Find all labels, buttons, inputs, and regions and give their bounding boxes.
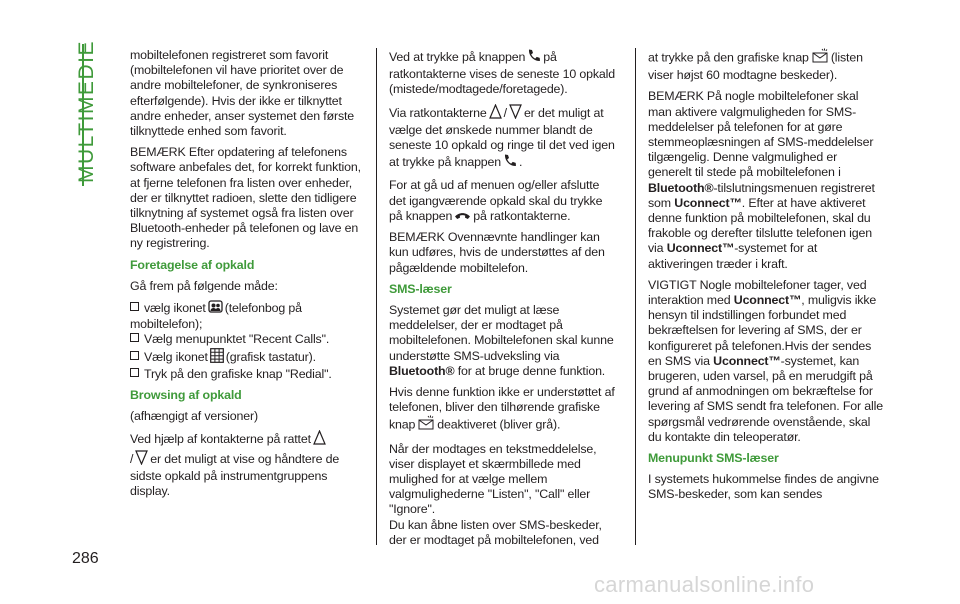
- section-heading: Foretagelse af opkald: [130, 257, 255, 272]
- section-heading: Browsing af opkald: [130, 388, 242, 403]
- paragraph: (afhængigt af versioner): [130, 409, 258, 424]
- paragraph: Via ratkontakterne / er det muligt at vælge det ønskede nummer blandt de seneste 10 opkald og ringe til det ved igen at trykke på knappen .: [389, 104, 619, 173]
- paragraph: BEMÆRK På nogle mobiltelefoner skal man aktivere valgmuligheden for SMS-meddelelser på telefonen for at gøre stemmeoplæsningen af SMS-meddelelser tilgængelig. Denne valgmulighed er generelt til stede på mobiltelefonen i Bluetooth®-tilslutningsmenuen registreret som Uconnect™. Efter at have aktiveret denne funktion på mobiltelefonen, skal du frakoble og derefter tilslutte telefonen igen via Uconnect™-systemet for at aktiveringen træder i kraft.: [648, 89, 875, 271]
- phone-call-icon: [503, 153, 517, 172]
- arrow-down-icon: [135, 450, 148, 469]
- paragraph: VIGTIGT Nogle mobiltelefoner tager, ved interaktion med Uconnect™, muligvis ikke hensyn til indstillingen forbundet med bekræftelsen for levering af SMS, der er konfigureret på telefonen.Hvis der sendes en SMS via Uconnect™-systemet, kan brugeren, uden varsel, på en merudgift på grund af anmodningen om bekræftelse for levering af SMS sendt fra telefonen. For alle spørgsmål vedrørende ovenstående, skal du kontakte din teleoperatør.: [648, 277, 883, 444]
- column-3: [648, 48, 883, 509]
- list-item: vælg ikonet (telefonbog på mobiltelefon);: [130, 300, 302, 332]
- paragraph: BEMÆRK Ovennævnte handlinger kan kun udføres, hvis de understøttes af den pågældende mobiltelefon.: [389, 230, 605, 275]
- watermark: carmanualsonline.info: [594, 572, 815, 597]
- section-heading: SMS-læser: [389, 281, 452, 296]
- sms-reader-icon: [811, 48, 829, 68]
- phonebook-icon: [208, 300, 223, 317]
- column-divider: [635, 48, 636, 545]
- paragraph: BEMÆRK Efter opdatering af telefonens software anbefales det, for korrekt funktion, at fjerne telefonen fra listen over enheder, der er tilknyttet radioen, slette den tidligere tilknytning af systemet også fra listen over Bluetooth-enheder på telefonen og lave en ny registrering.: [130, 145, 361, 251]
- list-item: Tryk på den grafiske knap "Redial".: [130, 367, 362, 382]
- keypad-icon: [210, 348, 224, 367]
- column-divider: [376, 48, 377, 545]
- bullet-icon: [130, 333, 139, 342]
- arrow-up-icon: [313, 430, 326, 449]
- sms-reader-icon: [417, 415, 435, 435]
- paragraph: Hvis denne funktion ikke er understøttet af telefonen, bliver den tilhørende grafiske knap deaktiveret (bliver grå).: [389, 385, 619, 436]
- list-item: Vælg menupunktet "Recent Calls".: [130, 332, 362, 347]
- bullet-icon: [130, 302, 139, 311]
- section-heading: Menupunkt SMS-læser: [648, 451, 779, 466]
- paragraph: Ved hjælp af kontakterne på rattet / er det muligt at vise og håndtere de sidste opkald på instrumentgruppens display.: [130, 432, 340, 499]
- paragraph: Når der modtages en tekstmeddelelse, viser displayet et skærmbillede med mulighed for at vælge mellem valgmulighederne "Listen", "Call" eller "Ignore".: [389, 441, 597, 517]
- phone-call-icon: [527, 48, 541, 67]
- column-2: [389, 48, 619, 554]
- paragraph: Gå frem på følgende måde:: [130, 278, 278, 293]
- bullet-icon: [130, 368, 139, 377]
- paragraph: For at gå ud af menuen og/eller afslutte det igangværende opkald skal du trykke på knappen på ratkontakterne.: [389, 178, 603, 223]
- page-number: 286: [72, 550, 99, 567]
- section-title: MULTIMEDIE: [75, 40, 98, 183]
- paragraph: Ved at trykke på knappen på ratkontakterne vises de seneste 10 opkald (mistede/modtagede/foretagede).: [389, 49, 615, 97]
- paragraph: Du kan åbne listen over SMS-beskeder, der er modtaget på mobiltelefonen, ved: [389, 517, 602, 547]
- paragraph: Systemet gør det muligt at læse meddelelser, der er modtaget på mobiltelefonen. Mobiltelefonen skal kunne understøtte SMS-udveksling via Bluetooth® for at bruge denne funktion.: [389, 302, 614, 378]
- paragraph: I systemets hukommelse findes de angivne SMS-beskeder, som kan sendes: [648, 472, 879, 502]
- list-item: Vælg ikonet (grafisk tastatur).: [130, 348, 362, 367]
- arrow-down-icon: [509, 104, 522, 123]
- column-1: [130, 48, 362, 505]
- paragraph: at trykke på den grafiske knap (listen viser højst 60 modtagne beskeder).: [648, 48, 883, 83]
- bullet-icon: [130, 351, 139, 360]
- paragraph: mobiltelefonen registreret som favorit (mobiltelefonen vil have prioritet over de andre mobiltelefoner, de synkroniseres efterfølgende). Hvis der ikke er tilknyttet andre enheder, anser systemet den første tilknyttede enhed som favorit.: [130, 48, 355, 139]
- hang-up-icon: [454, 209, 471, 224]
- arrow-up-icon: [489, 104, 502, 123]
